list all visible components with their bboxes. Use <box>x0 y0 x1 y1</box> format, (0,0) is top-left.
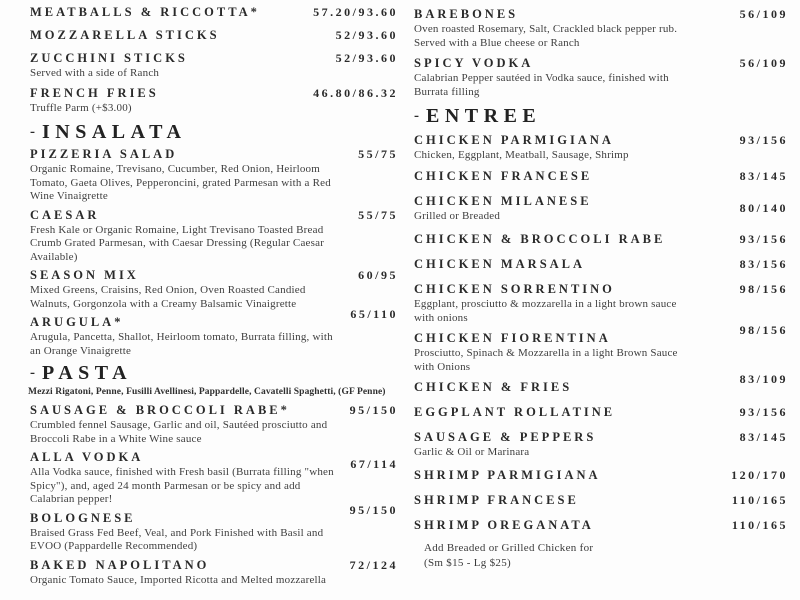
section-header-entree <box>414 105 786 127</box>
item-desc: Eggplant, prosciutto & mozzarella in a light brown sauce with onions <box>414 298 677 324</box>
item-price: 52/93.60 <box>335 28 398 42</box>
item-name: CHICKEN FRANCESE <box>414 168 593 183</box>
item-name: SEASON MIX <box>30 268 139 282</box>
menu-item <box>30 450 396 507</box>
item-desc: Grilled or Breaded <box>414 209 501 222</box>
item-price: 80/140 <box>739 200 788 215</box>
item-price: 56/109 <box>739 56 788 70</box>
item-price: 83/156 <box>739 257 788 271</box>
right-column <box>414 7 786 571</box>
menu-item <box>30 147 396 204</box>
item-desc: Mixed Greens, Craisins, Red Onion, Oven Roasted Candied Walnuts, Gorgonzola with a Creamy Balsamic Vinaigrette <box>30 284 306 310</box>
item-desc: Served with a side of Ranch <box>30 67 160 79</box>
menu-item <box>414 282 786 325</box>
menu-item <box>414 257 786 272</box>
item-desc: Garlic & Oil or Marinara <box>414 446 530 458</box>
menu-item <box>414 56 786 99</box>
item-name: MOZZARELLA STICKS <box>30 28 220 42</box>
item-price: 110/165 <box>731 492 788 507</box>
item-desc: Fresh Kale or Organic Romaine, Light Trevisano Toasted Bread Crumb Grated Parmesan, with Caesar Dressing (Regular Caesar Available) <box>30 223 325 263</box>
item-desc: Arugula, Pancetta, Shallot, Heirloom tomato, Burrata filling, with an Orange Vinaigrette <box>30 331 333 357</box>
section-dash: - <box>414 108 419 124</box>
menu-item <box>30 51 396 81</box>
item-price: 95/150 <box>349 502 398 517</box>
item-name: MEATBALLS & RICCOTTA* <box>30 5 260 19</box>
item-desc: Truffle Parm (+$3.00) <box>30 101 132 114</box>
section-title: PASTA <box>42 362 133 384</box>
menu-item <box>414 372 788 395</box>
footer-note-line1: Add Breaded or Grilled Chicken for <box>424 541 594 554</box>
item-desc: Chicken, Eggplant, Meatball, Sausage, Shrimp <box>414 149 629 161</box>
item-price: 60/95 <box>358 268 398 282</box>
item-name: ZUCCHINI STICKS <box>30 51 188 65</box>
section-header-pasta <box>30 362 396 384</box>
item-name: CHICKEN MARSALA <box>414 257 586 271</box>
item-price: 56/109 <box>739 7 788 21</box>
section-header-insalata <box>30 121 396 143</box>
footer-note-line2: (Sm $15 - Lg $25) <box>424 556 511 569</box>
section-dash: - <box>30 365 35 381</box>
item-price: 72/124 <box>349 557 398 572</box>
item-price: 52/93.60 <box>335 51 398 65</box>
menu-item <box>414 232 786 247</box>
menu-item <box>414 194 786 224</box>
item-desc: Crumbled fennel Sausage, Garlic and oil, Sautéed prosciutto and Broccoli Rabe in a White Wine sauce <box>30 419 328 445</box>
item-name: CAESAR <box>30 207 100 222</box>
item-name: BAKED NAPOLITANO <box>30 557 210 572</box>
section-dash: - <box>30 124 35 140</box>
item-price: 55/75 <box>358 207 398 222</box>
item-name: CHICKEN FIORENTINA <box>414 331 611 345</box>
item-name: CHICKEN SORRENTINO <box>414 282 615 296</box>
item-name: ALLA VODKA <box>30 450 144 464</box>
menu-item <box>30 558 396 588</box>
menu-item <box>30 268 396 311</box>
section-title: INSALATA <box>42 121 187 143</box>
item-desc: Organic Romaine, Trevisano, Cucumber, Red Onion, Heirloom Tomato, Gaeta Olives, Pepperoncini, grated Parmesan with a Red Wine Vinaigrette <box>30 163 331 202</box>
menu-item <box>414 468 786 483</box>
item-price: 98/156 <box>739 323 788 337</box>
menu-item <box>414 493 786 508</box>
item-price: 57.20/93.60 <box>313 5 398 19</box>
item-price: 93/156 <box>739 405 788 419</box>
item-name: SHRIMP OREGANATA <box>414 517 594 532</box>
item-name: PIZZERIA SALAD <box>30 147 178 161</box>
item-name: BAREBONES <box>414 7 519 21</box>
item-price: 98/156 <box>739 282 788 296</box>
menu-item <box>30 5 396 20</box>
menu-item <box>30 502 398 554</box>
item-price: 93/156 <box>739 232 788 246</box>
menu-item <box>414 518 786 533</box>
item-price: 110/165 <box>731 517 788 532</box>
item-name: SHRIMP FRANCESE <box>414 492 579 507</box>
item-price: 120/170 <box>731 467 788 482</box>
item-desc: Braised Grass Fed Beef, Veal, and Pork Finished with Basil and EVOO (Pappardelle Recommended) <box>30 526 324 552</box>
item-desc: Prosciutto, Spinach & Mozzarella in a light Brown Sauce with Onions <box>414 347 678 373</box>
menu-item <box>414 133 786 163</box>
item-name: CHICKEN MILANESE <box>414 193 592 208</box>
menu-item <box>30 403 396 446</box>
item-name: CHICKEN & BROCCOLI RABE <box>414 232 666 246</box>
item-name: FRENCH FRIES <box>30 85 159 100</box>
menu-item <box>30 28 396 43</box>
item-price: 46.80/86.32 <box>313 85 398 100</box>
menu-item <box>414 430 786 460</box>
menu-item <box>414 323 788 374</box>
item-price: 55/75 <box>358 147 398 161</box>
item-price: 83/145 <box>739 430 788 444</box>
item-price: 83/109 <box>739 372 788 386</box>
item-name: SAUSAGE & PEPPERS <box>414 430 597 444</box>
menu-item <box>30 307 398 358</box>
item-desc: Organic Tomato Sauce, Imported Ricotta and Melted mozzarella <box>30 573 327 586</box>
item-desc: Calabrian Pepper sautéed in Vodka sauce, finished with Burrata filling <box>414 72 669 98</box>
item-price: 95/150 <box>349 403 398 417</box>
item-name: SAUSAGE & BROCCOLI RABE* <box>30 403 290 417</box>
item-price: 67/114 <box>350 457 398 471</box>
menu-item <box>414 7 786 50</box>
item-price: 93/156 <box>739 133 788 147</box>
left-column <box>30 5 396 587</box>
footer-note <box>414 541 786 571</box>
item-price: 83/145 <box>739 168 788 183</box>
menu-item <box>414 405 786 420</box>
menu-item <box>414 169 786 184</box>
menu-item <box>30 86 396 116</box>
item-desc: Oven roasted Rosemary, Salt, Crackled black pepper rub. Served with a Blue cheese or Ranch <box>414 23 678 49</box>
menu-item <box>30 208 396 265</box>
section-title: ENTREE <box>426 105 542 127</box>
item-name: CHICKEN PARMIGIANA <box>414 133 614 147</box>
pasta-subtitle: Mezzi Rigatoni, Penne, Fusilli Avellinesi, Pappardelle, Cavatelli Spaghetti, (GF Penne) <box>28 387 386 397</box>
item-desc: Alla Vodka sauce, finished with Fresh basil (Burrata filling "when Spicy"), and, aged 24 month Parmesan or be spicy and add Calabrian pepper! <box>30 466 334 505</box>
item-price: 65/110 <box>350 307 398 321</box>
item-name: ARUGULA* <box>30 315 124 329</box>
item-name: CHICKEN & FRIES <box>414 380 573 394</box>
item-name: SHRIMP PARMIGIANA <box>414 467 601 482</box>
item-name: SPICY VODKA <box>414 56 534 70</box>
item-name: BOLOGNESE <box>30 510 136 525</box>
item-name: EGGPLANT ROLLATINE <box>414 405 616 419</box>
